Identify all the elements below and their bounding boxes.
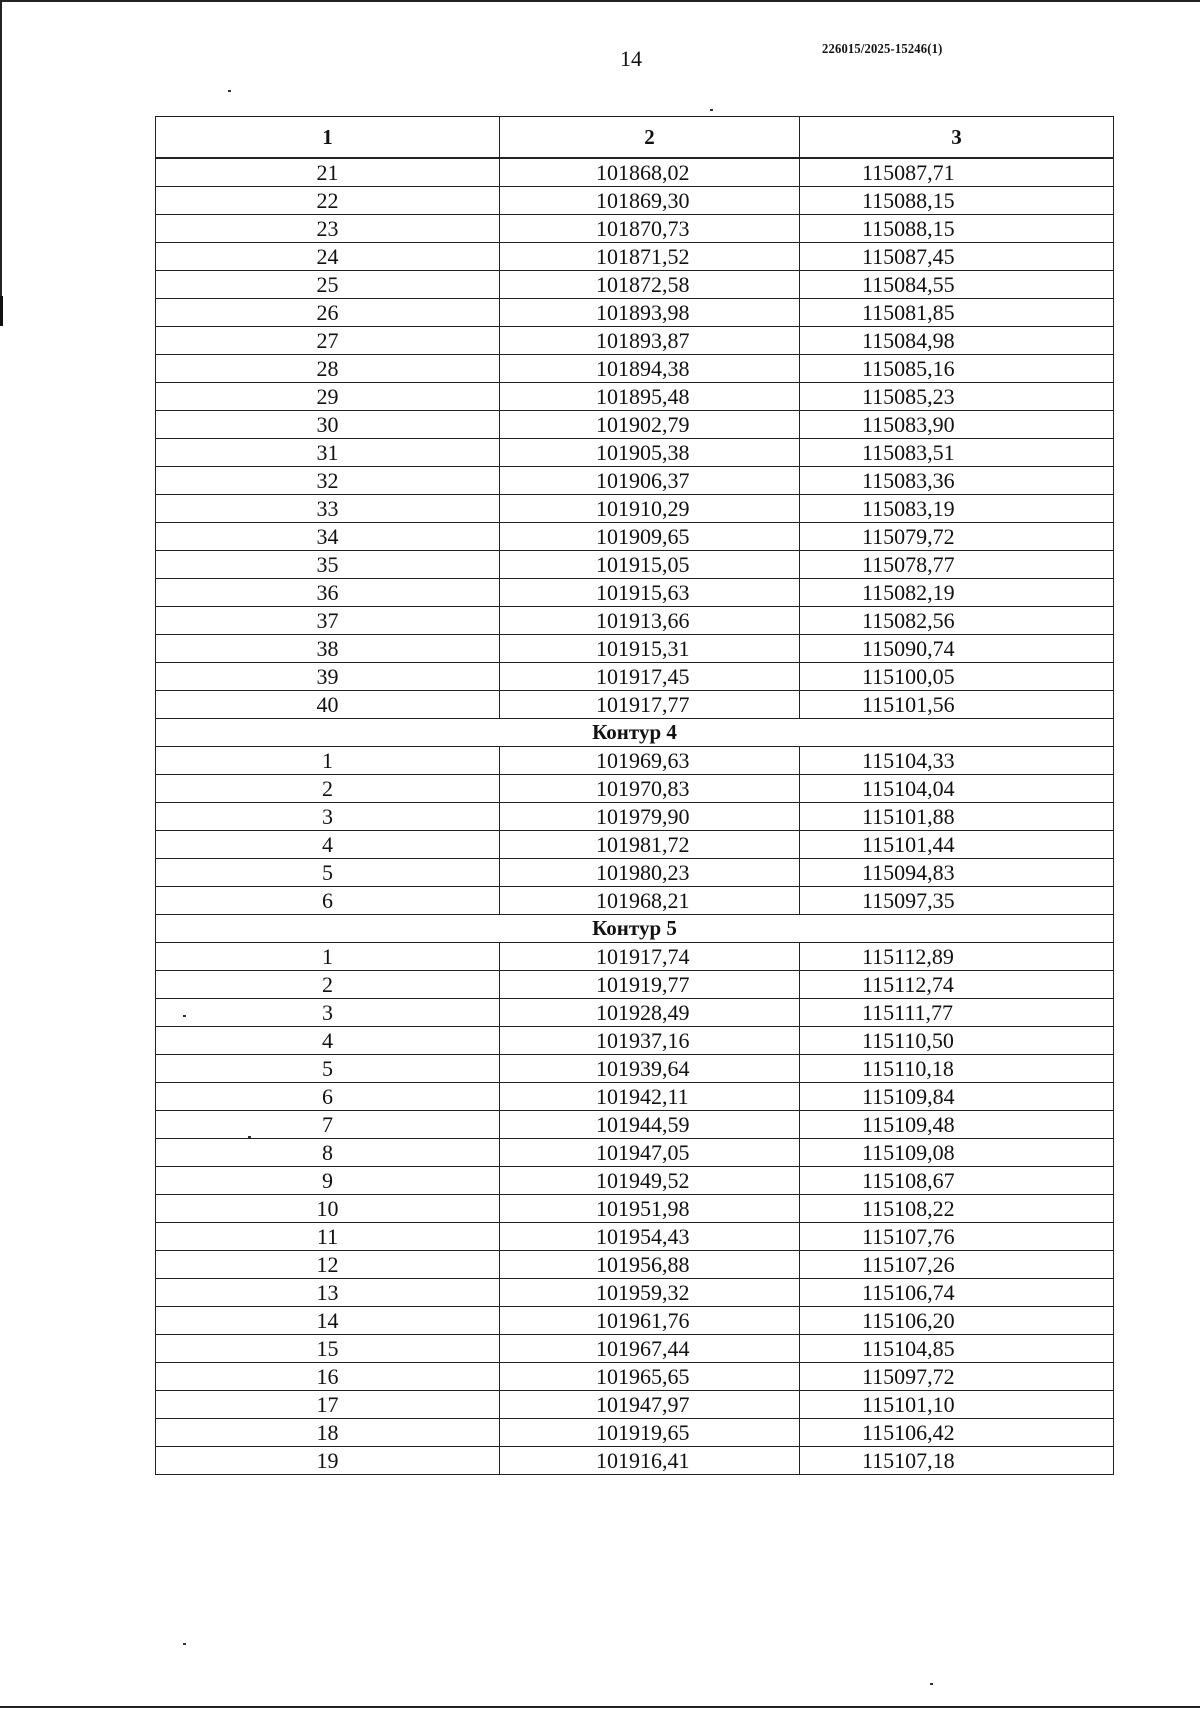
coordinate-y: 115083,51 [800, 439, 1114, 467]
coordinate-x: 101915,31 [500, 635, 800, 663]
table-row [156, 999, 1114, 1027]
coordinate-x: 101951,98 [500, 1195, 800, 1223]
scan-speck [930, 1683, 933, 1685]
point-number: 39 [156, 663, 500, 691]
point-number: 40 [156, 691, 500, 719]
coordinate-y: 115097,72 [800, 1363, 1114, 1391]
coordinate-x: 101919,77 [500, 971, 800, 999]
point-number: 4 [156, 1027, 500, 1055]
coordinate-y: 115107,76 [800, 1223, 1114, 1251]
coordinate-y: 115090,74 [800, 635, 1114, 663]
table-row [156, 1027, 1114, 1055]
point-number: 10 [156, 1195, 500, 1223]
point-number: 11 [156, 1223, 500, 1251]
point-number: 6 [156, 1083, 500, 1111]
table-row [156, 635, 1114, 663]
coordinate-y: 115083,19 [800, 495, 1114, 523]
coordinate-y: 115097,35 [800, 887, 1114, 915]
point-number: 19 [156, 1447, 500, 1475]
coordinate-y: 115087,45 [800, 243, 1114, 271]
point-number: 6 [156, 887, 500, 915]
coordinate-x: 101917,74 [500, 943, 800, 971]
point-number: 37 [156, 607, 500, 635]
table-row [156, 1139, 1114, 1167]
coordinate-x: 101872,58 [500, 271, 800, 299]
coordinate-x: 101869,30 [500, 187, 800, 215]
coordinate-y: 115085,23 [800, 383, 1114, 411]
point-number: 36 [156, 579, 500, 607]
coordinate-x: 101937,16 [500, 1027, 800, 1055]
coordinate-x: 101915,05 [500, 551, 800, 579]
coordinate-y: 115107,26 [800, 1251, 1114, 1279]
table-row [156, 523, 1114, 551]
point-number: 22 [156, 187, 500, 215]
coordinate-x: 101915,63 [500, 579, 800, 607]
table-row [156, 1363, 1114, 1391]
table-row [156, 1195, 1114, 1223]
table-row [156, 1111, 1114, 1139]
point-number: 32 [156, 467, 500, 495]
coordinate-x: 101979,90 [500, 803, 800, 831]
table-row [156, 467, 1114, 495]
table-row [156, 1083, 1114, 1111]
coordinate-x: 101917,45 [500, 663, 800, 691]
point-number: 34 [156, 523, 500, 551]
table-row [156, 663, 1114, 691]
coordinate-x: 101965,65 [500, 1363, 800, 1391]
coordinate-y: 115109,48 [800, 1111, 1114, 1139]
point-number: 21 [156, 158, 500, 187]
coordinate-x: 101959,32 [500, 1279, 800, 1307]
scan-edge-mark [0, 296, 3, 326]
point-number: 2 [156, 775, 500, 803]
coordinate-x: 101895,48 [500, 383, 800, 411]
coordinate-x: 101928,49 [500, 999, 800, 1027]
table-row [156, 158, 1114, 187]
point-number: 33 [156, 495, 500, 523]
table-row [156, 1447, 1114, 1475]
coordinate-x: 101967,44 [500, 1335, 800, 1363]
column-header: 3 [800, 117, 1114, 159]
point-number: 8 [156, 1139, 500, 1167]
coordinate-x: 101870,73 [500, 215, 800, 243]
table-row [156, 803, 1114, 831]
point-number: 27 [156, 327, 500, 355]
coordinate-y: 115101,10 [800, 1391, 1114, 1419]
point-number: 16 [156, 1363, 500, 1391]
coordinate-x: 101905,38 [500, 439, 800, 467]
table-row [156, 187, 1114, 215]
point-number: 30 [156, 411, 500, 439]
coordinate-x: 101894,38 [500, 355, 800, 383]
point-number: 24 [156, 243, 500, 271]
point-number: 23 [156, 215, 500, 243]
table-row [156, 1251, 1114, 1279]
coordinate-x: 101954,43 [500, 1223, 800, 1251]
coordinate-y: 115106,42 [800, 1419, 1114, 1447]
coordinate-x: 101956,88 [500, 1251, 800, 1279]
table-body [156, 158, 1114, 1475]
coordinate-x: 101868,02 [500, 158, 800, 187]
table-row [156, 1419, 1114, 1447]
column-header: 1 [156, 117, 500, 159]
point-number: 17 [156, 1391, 500, 1419]
coordinate-x: 101909,65 [500, 523, 800, 551]
coordinate-y: 115083,90 [800, 411, 1114, 439]
coordinate-y: 115087,71 [800, 158, 1114, 187]
point-number: 7 [156, 1111, 500, 1139]
coordinate-y: 115107,18 [800, 1447, 1114, 1475]
table-row [156, 747, 1114, 775]
coordinates-table [155, 116, 1114, 1475]
scan-edge-left [0, 0, 2, 300]
table-row [156, 439, 1114, 467]
coordinate-y: 115106,74 [800, 1279, 1114, 1307]
coordinate-y: 115100,05 [800, 663, 1114, 691]
point-number: 28 [156, 355, 500, 383]
point-number: 26 [156, 299, 500, 327]
coordinate-x: 101893,87 [500, 327, 800, 355]
scan-speck [228, 90, 231, 92]
coordinate-y: 115108,67 [800, 1167, 1114, 1195]
table-row [156, 1055, 1114, 1083]
coordinate-y: 115104,85 [800, 1335, 1114, 1363]
contour-title: Контур 5 [156, 915, 1114, 943]
table-row [156, 1279, 1114, 1307]
point-number: 12 [156, 1251, 500, 1279]
coordinate-x: 101902,79 [500, 411, 800, 439]
coordinate-y: 115083,36 [800, 467, 1114, 495]
point-number: 5 [156, 1055, 500, 1083]
point-number: 1 [156, 943, 500, 971]
coordinate-x: 101939,64 [500, 1055, 800, 1083]
point-number: 25 [156, 271, 500, 299]
coordinate-x: 101919,65 [500, 1419, 800, 1447]
coordinate-y: 115084,98 [800, 327, 1114, 355]
coordinate-y: 115101,88 [800, 803, 1114, 831]
coordinate-x: 101906,37 [500, 467, 800, 495]
table-row [156, 943, 1114, 971]
coordinate-y: 115104,33 [800, 747, 1114, 775]
coordinate-x: 101968,21 [500, 887, 800, 915]
coordinate-x: 101917,77 [500, 691, 800, 719]
table-row [156, 299, 1114, 327]
table-row [156, 887, 1114, 915]
scan-speck [710, 109, 713, 111]
scan-edge-bottom [0, 1706, 1200, 1708]
point-number: 5 [156, 859, 500, 887]
table-row [156, 1307, 1114, 1335]
coordinate-x: 101944,59 [500, 1111, 800, 1139]
coordinate-y: 115101,44 [800, 831, 1114, 859]
table-row [156, 579, 1114, 607]
table-row [156, 355, 1114, 383]
point-number: 3 [156, 999, 500, 1027]
contour-title: Контур 4 [156, 719, 1114, 747]
coordinate-y: 115094,83 [800, 859, 1114, 887]
coordinate-y: 115108,22 [800, 1195, 1114, 1223]
point-number: 18 [156, 1419, 500, 1447]
coordinate-x: 101871,52 [500, 243, 800, 271]
coordinate-y: 115104,04 [800, 775, 1114, 803]
table-row [156, 775, 1114, 803]
coordinate-y: 115079,72 [800, 523, 1114, 551]
point-number: 4 [156, 831, 500, 859]
table-header-row [156, 117, 1114, 159]
coordinate-x: 101981,72 [500, 831, 800, 859]
column-header: 2 [500, 117, 800, 159]
page-number: 14 [620, 46, 642, 71]
table-row [156, 271, 1114, 299]
point-number: 31 [156, 439, 500, 467]
coordinate-x: 101913,66 [500, 607, 800, 635]
coordinate-y: 115110,18 [800, 1055, 1114, 1083]
table-row [156, 691, 1114, 719]
point-number: 14 [156, 1307, 500, 1335]
coordinate-x: 101969,63 [500, 747, 800, 775]
coordinate-x: 101949,52 [500, 1167, 800, 1195]
document-reference: 226015/2025-15246(1) [822, 42, 943, 57]
coordinate-y: 115078,77 [800, 551, 1114, 579]
coordinate-y: 115101,56 [800, 691, 1114, 719]
point-number: 9 [156, 1167, 500, 1195]
coordinate-y: 115082,19 [800, 579, 1114, 607]
table-row [156, 411, 1114, 439]
contour-heading-row [156, 915, 1114, 943]
coordinate-x: 101942,11 [500, 1083, 800, 1111]
table-row [156, 327, 1114, 355]
coordinate-x: 101947,05 [500, 1139, 800, 1167]
point-number: 13 [156, 1279, 500, 1307]
coordinate-x: 101961,76 [500, 1307, 800, 1335]
coordinate-x: 101910,29 [500, 495, 800, 523]
coordinate-y: 115088,15 [800, 215, 1114, 243]
table-row [156, 1167, 1114, 1195]
table-row [156, 607, 1114, 635]
coordinate-y: 115109,84 [800, 1083, 1114, 1111]
coordinate-y: 115085,16 [800, 355, 1114, 383]
table-row [156, 243, 1114, 271]
coordinate-y: 115112,74 [800, 971, 1114, 999]
point-number: 29 [156, 383, 500, 411]
scan-speck [183, 1643, 186, 1645]
table-row [156, 495, 1114, 523]
coordinate-y: 115106,20 [800, 1307, 1114, 1335]
coordinate-y: 115088,15 [800, 187, 1114, 215]
coordinate-y: 115081,85 [800, 299, 1114, 327]
coordinate-y: 115084,55 [800, 271, 1114, 299]
point-number: 35 [156, 551, 500, 579]
coordinate-x: 101916,41 [500, 1447, 800, 1475]
coordinate-x: 101970,83 [500, 775, 800, 803]
table-row [156, 215, 1114, 243]
coordinate-y: 115082,56 [800, 607, 1114, 635]
table-row [156, 831, 1114, 859]
point-number: 38 [156, 635, 500, 663]
point-number: 15 [156, 1335, 500, 1363]
point-number: 3 [156, 803, 500, 831]
table-row [156, 859, 1114, 887]
table-row [156, 1335, 1114, 1363]
table-row [156, 971, 1114, 999]
coordinate-y: 115109,08 [800, 1139, 1114, 1167]
coordinate-y: 115110,50 [800, 1027, 1114, 1055]
table-row [156, 1391, 1114, 1419]
point-number: 2 [156, 971, 500, 999]
table-row [156, 1223, 1114, 1251]
scan-edge-top [0, 0, 1200, 2]
contour-heading-row [156, 719, 1114, 747]
coordinate-x: 101980,23 [500, 859, 800, 887]
table-row [156, 383, 1114, 411]
coordinate-x: 101947,97 [500, 1391, 800, 1419]
point-number: 1 [156, 747, 500, 775]
coordinate-x: 101893,98 [500, 299, 800, 327]
table-row [156, 551, 1114, 579]
coordinate-y: 115112,89 [800, 943, 1114, 971]
coordinate-y: 115111,77 [800, 999, 1114, 1027]
